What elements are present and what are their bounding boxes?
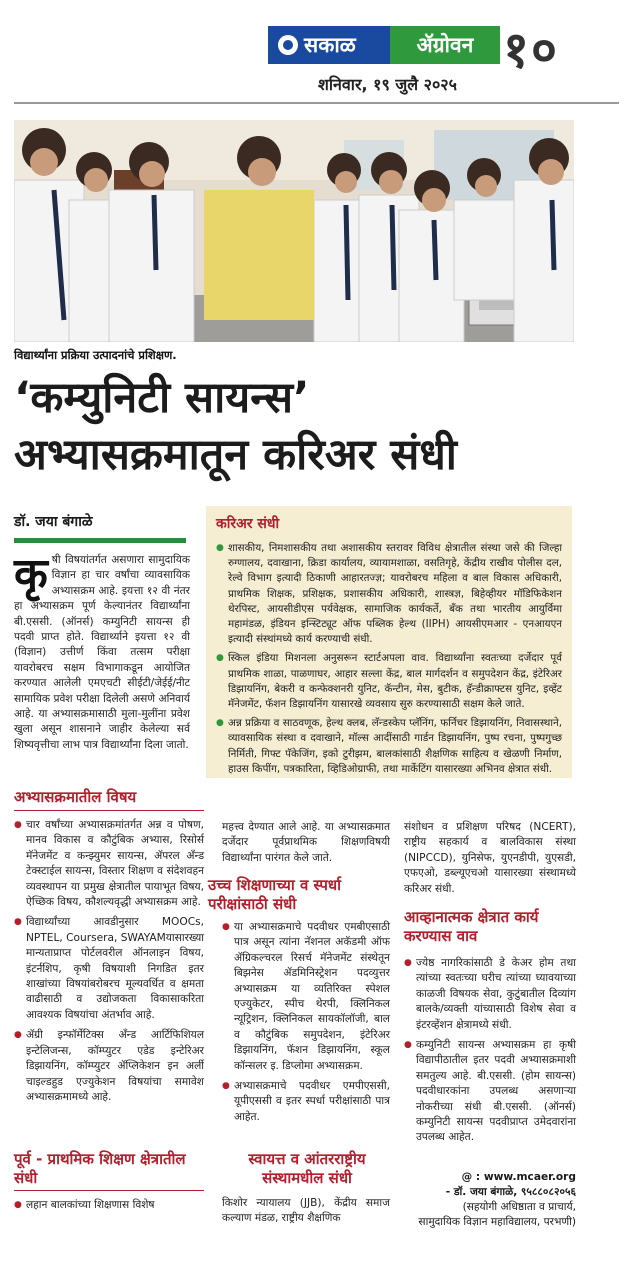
career-box-item: ● शासकीय, निमशासकीय तथा अशासकीय स्तरावर विविध क्षेत्रातील संस्था जसे की जिल्हा रुग्णालय, दवाखाना, क्रिडा कार्यालय, व्यायामशाळा, वसतिगृहे, केंद्रीय राखीव पोलीस दल, रेल्वे विभाग इत्यादी ठिकाणी आहारतज्ज्ञ; यावरोबरच महिला व बाल विकास अधिकारी, प्राथमिक शिक्षक, प्रशिक्षक, प्रशासकीय अधिकारी, शास्त्रज्ञ, बिहेव्हीयर मॉडिफिकेशन थेरपिस्ट, आयसीडीएस पर्यवेक्षक, सामाजिक कार्यकर्ते, बँक तथा भारतीय आयुर्विमा महामंडळ, इंडियन इन्स्टिट्यूट ऑफ पब्लिक हेल्थ (IIPH) आयसीएमआर - एनआयएन इत्यादी संस्थांमध्ये कार्य करण्याची संधी.: [216, 541, 562, 647]
headline: [14, 370, 619, 484]
list-item: ● अभ्यासक्रमाचे पदवीधर एमपीएससी, यूपीएससी व इतर स्पर्धा परीक्षांसाठी पात्र आहेत.: [222, 1079, 390, 1125]
author-role-1: (सहयोगी अधिष्ठाता व प्राचार्य,: [462, 1201, 576, 1213]
list-item: ● ॲग्री इन्फॉर्मेटिक्स अँन्ड आर्टिफिशियल इन्टेलिजन्स, कॉम्प्युटर एडेड इन्टेरिअर डिझायनिंग, कॉम्प्युटर ॲप्लिकेशन इन अर्ली चाइल्डहुड एज्युकेशन विषयांचा समावेश अभ्यासक्रमामध्ये आहे.: [14, 1028, 204, 1105]
career-box-title: करिअर संधी: [216, 516, 280, 532]
preprimary-text: [14, 1198, 204, 1218]
list-item: ● या अभ्यासक्रमाचे पदवीधर एमबीएसाठी पात्र असून त्यांना नॅशनल अकॅडमी ऑफ ॲग्रिकल्चरल रिसर्च मॅनेजमेंट संस्थेतून बिझनेस ॲडमिनिस्ट्रेशन पदव्युत्तर अभ्यासक्रम या व्यतिरिक्त स्पेशल एज्युकेटर, स्पीच थेरपी, क्लिनिकल न्यूट्रिशन, क्लिनिकल सायकॉलॉजी, बाल व कौटुंबिक समुपदेशन, इंटेरिअर डिझायनिंग, फॅशन डिझायनिंग, स्कूल कॉन्सलर इ. डिप्लोमा अभ्यासक्रम.: [222, 920, 390, 1074]
section-heading-preprimary: पूर्व - प्राथमिक शिक्षण क्षेत्रातील संधी: [14, 1150, 186, 1187]
brand-sakal: [268, 26, 390, 64]
section-heading-subjects: अभ्यासक्रमातील विषय: [14, 788, 137, 806]
list-item: ● ज्येष्ठ नागरिकांसाठी डे केअर होम तथा त्यांच्या स्वतःच्या घरीच त्यांच्या घ्यावयाच्या काळजी विषयक सेवा, कुटुंबातील दिव्यांग बालके/व्यक्ती यांच्यासाठी विशेष सेवा व इंटरव्हेंशन क्षेत्रामध्ये संधी.: [404, 956, 576, 1033]
career-box: [206, 506, 572, 778]
dropcap: कृ: [14, 549, 48, 600]
list-item: ● कम्युनिटी सायन्स अभ्यासक्रम हा कृषी विद्यापीठातील इतर पदवी अभ्यासक्रमाशी समतुल्य आहे. बी.एससी. (होम सायन्स) पदवीधारकांना उपलब्ध असणाऱ्या नोकरीच्या संधी बी.एससी. (ऑनर्स) कम्युनिटी सायन्स पदवीप्राप्त उमेदवारांना उपलब्ध आहेत.: [404, 1038, 576, 1146]
challenging-fields-list: [404, 956, 576, 1151]
website-link[interactable]: @ : www.mcaer.org: [461, 1171, 576, 1183]
photo-caption: विद्यार्थ्यांना प्रक्रिया उत्पादनांचे प्रशिक्षण.: [14, 348, 177, 362]
list-item: ● चार वर्षांच्या अभ्यासक्रमांतर्गत अन्न व पोषण, मानव विकास व कौटुंबिक अभ्यास, रिसोर्स मॅनेजमेंट व कन्झ्युमर सायन्स, ॲपरल अँन्ड टेक्स्टाईल सायन्स, विस्तार शिक्षण व संदेशवहन व्यवस्थापन या प्रमुख क्षेत्रातील पायाभूत विषय, ऐच्छिक विषय, कौशल्यवृद्धी अभ्यासक्रम आहे.: [14, 818, 204, 910]
masthead: [268, 26, 500, 64]
section-heading-international: स्वायत्त व आंतरराष्ट्रीय संस्थामधील संधी: [248, 1150, 366, 1187]
brand-left-text: सकाळ: [304, 33, 356, 57]
intro-paragraph: [14, 549, 190, 753]
author-block: [404, 1170, 576, 1230]
list-item: ● लहान बालकांच्या शिक्षणास विशेष: [14, 1198, 204, 1213]
page-number: १०: [503, 20, 559, 79]
international-paragraph: किशोर न्यायालय (JJB), केंद्रीय समाज कल्याण मंडळ, राष्ट्रीय शैक्षणिक: [222, 1197, 390, 1225]
higher-education-list: [222, 920, 390, 1130]
headline-line-2: अभ्यासक्रमातून करिअर संधी: [14, 430, 457, 480]
subjects-list: [14, 818, 204, 1110]
international-continued: संशोधन व प्रशिक्षण परिषद (NCERT), राष्ट्रीय सहकार्य व बालविकास संस्था (NIPCCD), युनिसेफ, युएनडीपी, युएसडी, एफएओ, डब्ल्यूएचओ यासारख्या संस्थामध्ये करिअर संधी.: [404, 821, 576, 895]
brand-agrowon: ॲग्रोवन: [390, 26, 500, 64]
top-divider: [14, 102, 619, 104]
training-photo-illustration: [14, 120, 574, 342]
list-item: ● विद्यार्थ्यांच्या आवडीनुसार MOOCs, NPTEL, Coursera, SWAYAMयासारख्या मान्यताप्राप्त पोर्टलवरील ऑनलाइन विषय, इंटर्नशिप, कृषी विषयाशी निगडित इतर शाखांच्या विषयांबरोबरच मूल्यवर्धित व क्षमता वाढीसाठी व उद्योजकता विकासाकरिता आवश्यक विषयांचा अंतर्भाव आहे.: [14, 915, 204, 1023]
career-box-item: ● स्किल इंडिया मिशनला अनुसरून स्टार्टअपला वाव. विद्यार्थ्यांना स्वतःच्या दर्जेदार पूर्व प्राथमिक शाळा, पाळणाघर, आहार सल्ला केंद्र, बाल मार्गदर्शन व समुपदेशन केंद्र, इंटेरिअर डिझायनिंग, बेकरी व कन्फेक्शनरी युनिट, कॅन्टीन, मेस, बुटीक, हॅन्डीक्राफ्टस युनिट, इव्हेंट मॅनेजमेंट, फॅशन डिझायनिंग यासारखे व्यवसाय सुरु करण्यासाठी सक्षम केले जाते.: [216, 651, 562, 712]
headline-line-1: ‘कम्युनिटी सायन्स’: [14, 373, 310, 423]
career-box-item: ● अन्न प्रक्रिया व साठवणूक, हेल्थ क्लब, लॅन्डस्केप प्लॅनिंग, फर्निचर डिझायनिंग, निवासस्थाने, व्यावसायिक संस्था व दवाखाने, मॉल्स आदींसाठी गार्डन डिझायनिंग, पुष्प रचना, पुष्पगुच्छ निर्मिती, गिफ्ट पॅकेजिंग, इको टुरीझम, बालकांसाठी शैक्षणिक साहित्य व खेळणी निर्माण, हाउस किपींग, पत्रकारिता, व्हिडिओग्राफी, तथा मार्केटिंग यासारख्या अभिनव क्षेत्रात संधी.: [216, 716, 562, 777]
preprimary-continued: महत्त्व देण्यात आले आहे. या अभ्यासक्रमात दर्जेदार पूर्वप्राथमिक शिक्षणविषयी विद्यार्थ्यांना पारंगत केले जाते.: [222, 821, 390, 864]
section-heading-higher-education: उच्च शिक्षणाच्या व स्पर्धा परीक्षांसाठी संधी: [208, 876, 341, 913]
column-2: [222, 820, 390, 866]
byline-divider: [14, 538, 186, 543]
dateline: शनिवार, १९ जुलै २०२५: [318, 75, 457, 94]
website-text: www.mcaer.org: [483, 1171, 576, 1183]
international-text: [222, 1196, 390, 1227]
article-photo: [14, 120, 574, 342]
byline: डॉ. जया बंगाळे: [14, 514, 93, 530]
section-divider: [14, 810, 204, 811]
intro-text: षी विषयांतर्गत असणारा सामुदायिक विज्ञान हा चार वर्षांचा व्यावसायिक अभ्यासक्रम आहे. इयत्ता १२ वी नंतर हा अभ्यासक्रम पूर्ण केल्यानंतर विद्यार्थ्यांना बी.एससी. (ऑनर्स) कम्युनिटी सायन्स ही पदवी प्राप्त होते. विद्यार्थ्याने इयत्ता १२ वी (विज्ञान) उत्तीर्ण किंवा तत्सम परीक्षा यावरोबरच सक्षम विभागाकडून आयोजित करण्यात आलेली एमएचटी सीईटी/जेईई/नीट सामायिक प्रवेश परीक्षा दिलेली असणे अनिवार्य आहे. या अभ्यासक्रमासाठी मुला-मुलींना प्रवेश खुला असून शासनाने जाहीर केलेल्या सर्व शिष्यवृत्तीचा लाभ पात्र विद्यार्थ्यांना दिला जातो.: [14, 554, 190, 751]
section-divider: [14, 1190, 204, 1191]
column-3: [404, 820, 576, 897]
sakal-logo-icon: [278, 35, 298, 55]
author-role-2: सामुदायिक विज्ञान महाविद्यालय, परभणी): [418, 1216, 576, 1228]
section-heading-challenging-fields: आव्हानात्मक क्षेत्रात कार्य करण्यास वाव: [404, 908, 539, 945]
author-line: - डॉ. जया बंगाळे, ९५८८०८२०५६: [445, 1186, 576, 1198]
